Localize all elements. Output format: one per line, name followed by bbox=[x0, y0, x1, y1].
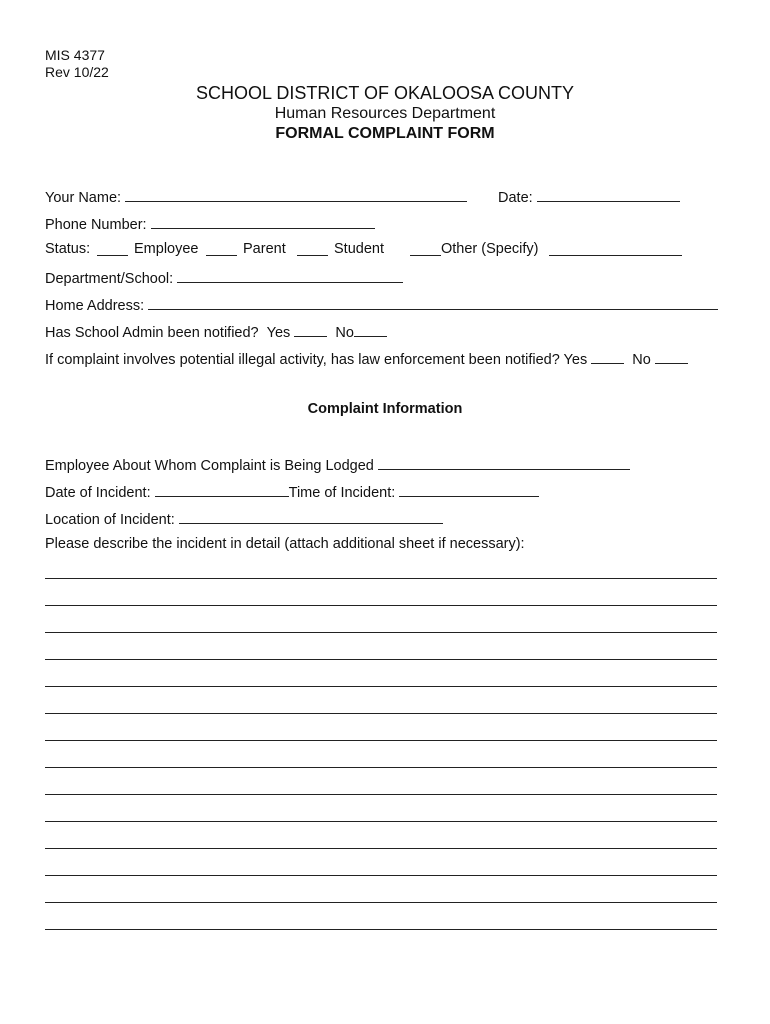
admin-yes-label: Yes bbox=[266, 325, 291, 341]
status-parent-label: Parent bbox=[243, 241, 286, 257]
your-name-label: Your Name: bbox=[45, 190, 122, 206]
describe-prompt: Please describe the incident in detail (attach additional sheet if necessary): bbox=[45, 536, 525, 552]
form-title: FORMAL COMPLAINT FORM bbox=[275, 125, 495, 142]
employee-about-field[interactable] bbox=[378, 455, 630, 470]
description-line[interactable] bbox=[45, 578, 717, 579]
date-label: Date: bbox=[498, 190, 533, 206]
employee-about-label: Employee About Whom Complaint is Being Lodged bbox=[45, 458, 374, 474]
date-row bbox=[498, 187, 680, 206]
employee-about-row bbox=[45, 455, 630, 474]
law-yes-label: Yes bbox=[563, 352, 588, 368]
law-enforcement-row bbox=[45, 349, 688, 368]
complaint-section-title: Complaint Information bbox=[307, 401, 463, 417]
description-line[interactable] bbox=[45, 632, 717, 633]
admin-no-field[interactable] bbox=[354, 322, 387, 337]
admin-no-label: No bbox=[335, 325, 354, 341]
status-employee-blank[interactable] bbox=[97, 241, 128, 256]
date-field[interactable] bbox=[537, 187, 680, 202]
incident-time-label: Time of Incident: bbox=[288, 485, 396, 501]
description-line[interactable] bbox=[45, 902, 717, 903]
description-line[interactable] bbox=[45, 686, 717, 687]
district-name: SCHOOL DISTRICT OF OKALOOSA COUNTY bbox=[195, 83, 575, 103]
form-revision: Rev 10/22 bbox=[45, 64, 109, 80]
description-line[interactable] bbox=[45, 767, 717, 768]
admin-notified-label: Has School Admin been notified? bbox=[45, 325, 259, 341]
status-student-label: Student bbox=[334, 241, 384, 257]
home-address-label: Home Address: bbox=[45, 298, 145, 314]
your-name-row bbox=[45, 187, 467, 206]
status-employee-label: Employee bbox=[134, 241, 199, 257]
status-other-blank[interactable] bbox=[410, 241, 441, 256]
description-line[interactable] bbox=[45, 740, 717, 741]
law-no-label: No bbox=[632, 352, 651, 368]
description-line[interactable] bbox=[45, 605, 717, 606]
department-school-row bbox=[45, 268, 403, 287]
phone-field[interactable] bbox=[151, 214, 375, 229]
description-line[interactable] bbox=[45, 794, 717, 795]
your-name-field[interactable] bbox=[125, 187, 467, 202]
location-field[interactable] bbox=[179, 509, 443, 524]
location-row bbox=[45, 509, 443, 528]
law-no-field[interactable] bbox=[655, 349, 688, 364]
description-line[interactable] bbox=[45, 713, 717, 714]
description-line[interactable] bbox=[45, 875, 717, 876]
incident-date-field[interactable] bbox=[155, 482, 289, 497]
status-other-label: Other (Specify) bbox=[441, 241, 539, 257]
form-number: MIS 4377 bbox=[45, 47, 105, 63]
status-label: Status: bbox=[45, 241, 91, 257]
admin-yes-field[interactable] bbox=[294, 322, 327, 337]
status-parent-blank[interactable] bbox=[206, 241, 237, 256]
description-line[interactable] bbox=[45, 659, 717, 660]
phone-label: Phone Number: bbox=[45, 217, 147, 233]
incident-date-label: Date of Incident: bbox=[45, 485, 151, 501]
description-line[interactable] bbox=[45, 929, 717, 930]
law-enforcement-label: If complaint involves potential illegal activity, has law enforcement been notified? bbox=[45, 352, 560, 368]
department-name: Human Resources Department bbox=[274, 105, 496, 122]
status-student-blank[interactable] bbox=[297, 241, 328, 256]
description-line[interactable] bbox=[45, 848, 717, 849]
incident-datetime-row bbox=[45, 482, 539, 501]
incident-time-field[interactable] bbox=[399, 482, 539, 497]
home-address-row bbox=[45, 295, 718, 314]
law-yes-field[interactable] bbox=[591, 349, 624, 364]
form-id bbox=[45, 47, 109, 81]
phone-row bbox=[45, 214, 375, 233]
status-other-specify-field[interactable] bbox=[549, 241, 682, 256]
home-address-field[interactable] bbox=[148, 295, 718, 310]
description-line[interactable] bbox=[45, 821, 717, 822]
admin-notified-row bbox=[45, 322, 387, 341]
department-school-field[interactable] bbox=[177, 268, 403, 283]
department-school-label: Department/School: bbox=[45, 271, 174, 287]
location-label: Location of Incident: bbox=[45, 512, 175, 528]
